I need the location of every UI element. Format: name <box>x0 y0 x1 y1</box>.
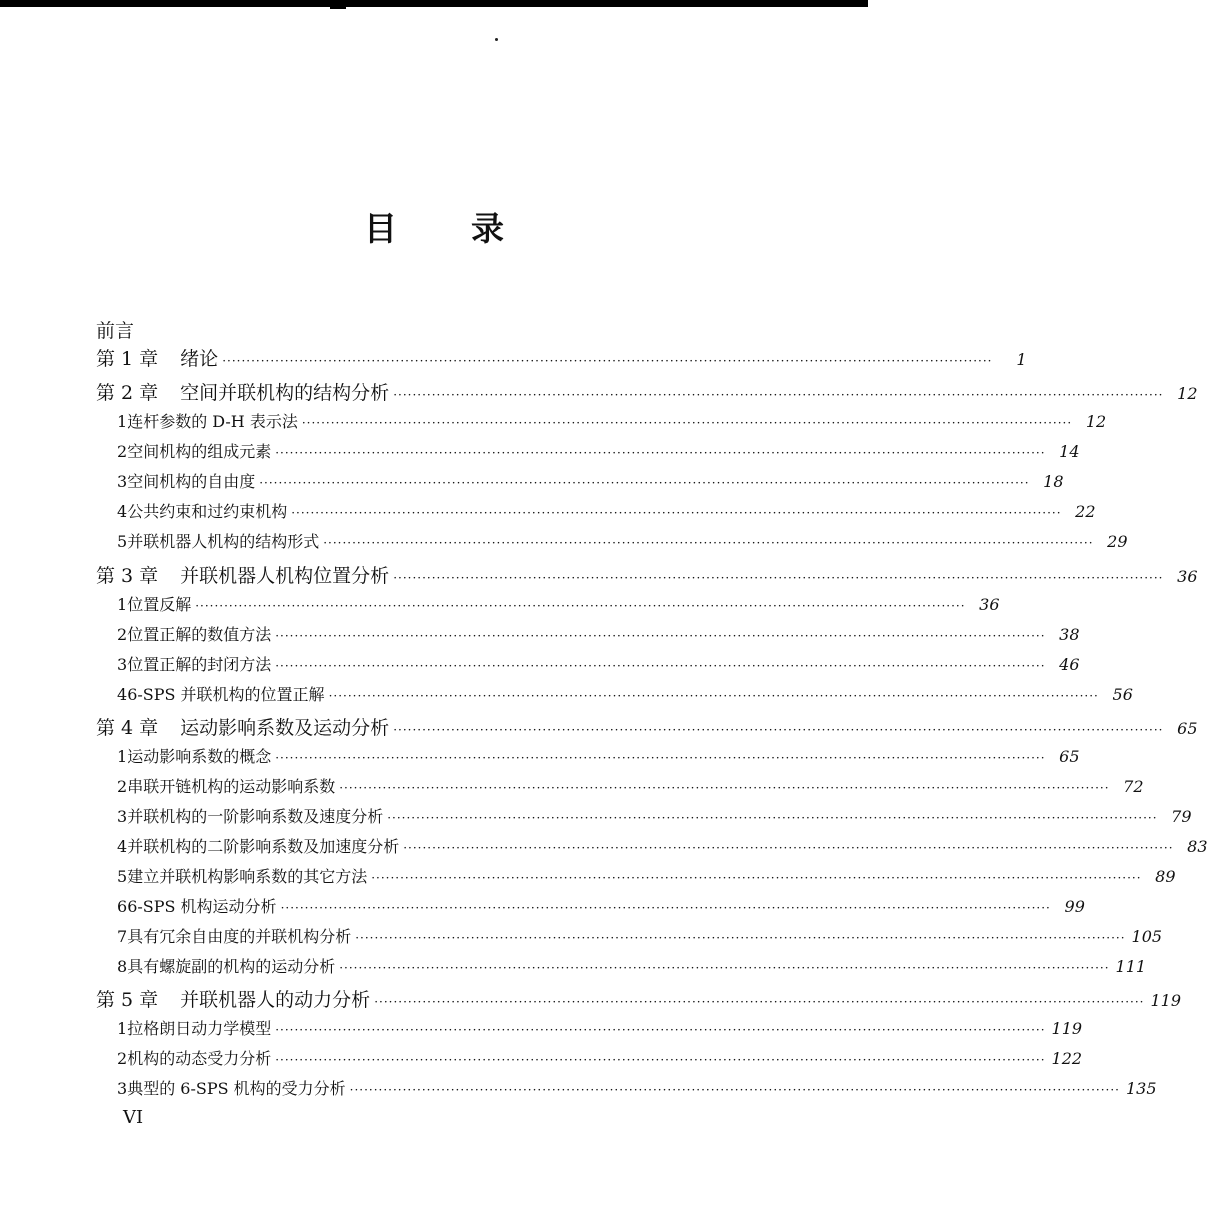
toc-entry-number: 5 <box>117 867 128 886</box>
toc-entry-title: 空间并联机构的结构分析 <box>180 382 390 404</box>
toc-section-row[interactable] <box>117 834 1208 857</box>
toc-entry-number: 4 <box>117 837 128 856</box>
toc-section-row[interactable] <box>117 469 1064 492</box>
toc-entry-title: 运动影响系数的概念 <box>127 747 272 766</box>
toc-section-row[interactable] <box>117 864 1176 887</box>
toc-entry-page: 36 <box>979 595 1000 614</box>
toc-entry-title: 空间机构的组成元素 <box>127 442 272 461</box>
toc-entry-number: 2 <box>117 625 128 644</box>
toc-entry-page: 119 <box>1150 991 1182 1010</box>
toc-entry-title: 6-SPS 机构运动分析 <box>127 897 277 916</box>
toc-leader-dots: ································································································································································ <box>387 811 1158 825</box>
toc-entry-number: 1 <box>117 1019 128 1038</box>
toc-leader-dots: ································································································································································ <box>275 659 1046 673</box>
toc-entry-title: 运动影响系数及运动分析 <box>180 717 390 739</box>
toc-entry-page: 83 <box>1187 837 1208 856</box>
toc-leader-dots: ································································································································································ <box>339 961 1110 975</box>
toc-entry-number: 第 1 章 <box>96 348 159 370</box>
toc-entry-title: 具有螺旋副的机构的运动分析 <box>127 957 336 976</box>
toc-section-row[interactable] <box>117 592 1000 615</box>
toc-entry-number: 1 <box>117 412 128 431</box>
toc-leader-dots: ································································································································································ <box>328 689 1099 703</box>
toc-entry-number: 2 <box>117 777 128 796</box>
toc-entry-number: 3 <box>117 1079 128 1098</box>
toc-entry-title: 连杆参数的 D-H 表示法 <box>127 412 298 431</box>
toc-entry-page: 99 <box>1064 897 1085 916</box>
toc-leader-dots: ································································································································································ <box>374 995 1145 1009</box>
toc-entry-number: 4 <box>117 502 128 521</box>
toc-entry-number: 2 <box>117 1049 128 1068</box>
toc-entry-number: 8 <box>117 957 128 976</box>
toc-entry-page: 65 <box>1177 719 1198 738</box>
toc-entry-number: 4 <box>117 685 128 704</box>
toc-section-row[interactable] <box>117 529 1128 552</box>
toc-entry-title: 建立并联机构影响系数的其它方法 <box>127 867 368 886</box>
toc-leader-dots: ································································································································································ <box>371 871 1142 885</box>
toc-entry-page: 12 <box>1177 384 1198 403</box>
toc-entry-page: 111 <box>1115 957 1147 976</box>
toc-entry-title: 机构的动态受力分析 <box>127 1049 272 1068</box>
toc-entry-number: 第 5 章 <box>96 989 159 1011</box>
toc-section-row[interactable] <box>117 652 1080 675</box>
toc-entry-page: 1 <box>1016 350 1027 369</box>
toc-entry-title: 空间机构的自由度 <box>127 472 256 491</box>
toc-leader-dots: ································································································································································ <box>393 723 1164 737</box>
toc-section-row[interactable] <box>117 409 1107 432</box>
toc-entry-title: 具有冗余自由度的并联机构分析 <box>127 927 352 946</box>
toc-section-row[interactable] <box>117 1046 1083 1069</box>
toc-section-row[interactable] <box>117 439 1080 462</box>
toc-entry-number: 2 <box>117 442 128 461</box>
toc-section-row[interactable] <box>117 804 1192 827</box>
toc-section-row[interactable] <box>117 682 1133 705</box>
toc-section-row[interactable] <box>117 954 1147 977</box>
toc-leader-dots: ································································································································································ <box>275 751 1046 765</box>
toc-entry-title: 位置反解 <box>127 595 192 614</box>
title-char-1: 目 <box>364 209 397 248</box>
toc-leader-dots: ································································································································································ <box>291 506 1062 520</box>
title-char-2: 录 <box>471 209 504 248</box>
toc-entry-number: 第 3 章 <box>96 565 159 587</box>
toc-entry-page: 65 <box>1059 747 1080 766</box>
toc-entry-number: 1 <box>117 595 128 614</box>
toc-entry-page: 29 <box>1107 532 1128 551</box>
toc-section-row[interactable] <box>117 894 1085 917</box>
toc-entry-title: 并联机器人的动力分析 <box>180 989 371 1011</box>
toc-section-row[interactable] <box>117 499 1096 522</box>
scan-border-notch <box>330 4 346 9</box>
toc-entry-title: 并联机器人机构的结构形式 <box>127 532 320 551</box>
scan-top-border <box>0 0 868 7</box>
toc-entry-page: 135 <box>1125 1079 1157 1098</box>
toc-entry-number: 5 <box>117 532 128 551</box>
toc-leader-dots: ································································································································································ <box>275 1053 1046 1067</box>
toc-entry-number: 3 <box>117 472 128 491</box>
toc-chapter-row[interactable] <box>96 561 1198 588</box>
page-title <box>0 203 868 250</box>
toc-entry-title: 位置正解的数值方法 <box>127 625 272 644</box>
toc-chapter-row[interactable] <box>96 378 1198 405</box>
toc-section-row[interactable] <box>117 924 1163 947</box>
toc-entry-title: 并联机构的一阶影响系数及速度分析 <box>127 807 384 826</box>
toc-entry-page: 14 <box>1059 442 1080 461</box>
toc-section-row[interactable] <box>117 774 1144 797</box>
toc-leader-dots: ································································································································································ <box>349 1083 1120 1097</box>
toc-chapter-row[interactable] <box>96 985 1182 1012</box>
toc-entry-title: 串联开链机构的运动影响系数 <box>127 777 336 796</box>
toc-entry-number: 3 <box>117 655 128 674</box>
toc-leader-dots: ································································································································································ <box>393 571 1164 585</box>
toc-entry-title: 并联机器人机构位置分析 <box>180 565 390 587</box>
toc-leader-dots: ································································································································································ <box>301 416 1073 430</box>
toc-section-row[interactable] <box>117 744 1080 767</box>
toc-entry-page: 36 <box>1177 567 1198 586</box>
toc-chapter-row[interactable] <box>96 713 1198 740</box>
scan-speck <box>495 38 498 41</box>
toc-entry-page: 46 <box>1059 655 1080 674</box>
toc-leader-dots: ································································································································································ <box>195 599 966 613</box>
toc-entry-page: 119 <box>1051 1019 1083 1038</box>
toc-leader-dots: ································································································································································ <box>280 901 1051 915</box>
toc-entry-title: 典型的 6-SPS 机构的受力分析 <box>127 1079 346 1098</box>
toc-chapter-row[interactable] <box>96 344 1027 371</box>
toc-section-row[interactable] <box>117 1076 1157 1099</box>
toc-section-row[interactable] <box>117 1016 1083 1039</box>
toc-entry-title: 6-SPS 并联机构的位置正解 <box>127 685 325 704</box>
toc-entry-title: 绪论 <box>180 348 219 370</box>
toc-leader-dots: ································································································································································ <box>259 476 1030 490</box>
toc-leader-dots: ································································································································································ <box>323 536 1094 550</box>
toc-leader-dots: ································································································································································ <box>222 354 993 368</box>
toc-entry-page: 89 <box>1155 867 1176 886</box>
toc-entry-page: 122 <box>1051 1049 1083 1068</box>
toc-entry-page: 22 <box>1075 502 1096 521</box>
toc-entry-number: 第 2 章 <box>96 382 159 404</box>
toc-entry-title: 并联机构的二阶影响系数及加速度分析 <box>127 837 400 856</box>
toc-entry-number: 7 <box>117 927 128 946</box>
toc-entry-page: 72 <box>1123 777 1144 796</box>
toc-leader-dots: ································································································································································ <box>339 781 1110 795</box>
toc-entry-number: 1 <box>117 747 128 766</box>
toc-leader-dots: ································································································································································ <box>275 629 1046 643</box>
toc-entry-title: 公共约束和过约束机构 <box>127 502 288 521</box>
toc-preface[interactable]: 前言 <box>96 320 135 342</box>
page-number: VI <box>123 1107 144 1128</box>
toc-entry-number: 6 <box>117 897 128 916</box>
toc-entry-page: 38 <box>1059 625 1080 644</box>
toc-entry-title: 位置正解的封闭方法 <box>127 655 272 674</box>
toc-leader-dots: ································································································································································ <box>275 1023 1046 1037</box>
toc-entry-page: 12 <box>1085 412 1107 431</box>
toc-entry-page: 79 <box>1171 807 1192 826</box>
toc-entry-title: 拉格朗日动力学模型 <box>127 1019 272 1038</box>
toc-leader-dots: ································································································································································ <box>355 931 1126 945</box>
toc-entry-page: 56 <box>1112 685 1133 704</box>
toc-leader-dots: ································································································································································ <box>393 388 1164 402</box>
toc-entry-number: 3 <box>117 807 128 826</box>
toc-section-row[interactable] <box>117 622 1080 645</box>
toc-entry-page: 105 <box>1131 927 1163 946</box>
toc-leader-dots: ································································································································································ <box>275 446 1046 460</box>
toc-leader-dots: ································································································································································ <box>403 841 1174 855</box>
toc-entry-page: 18 <box>1043 472 1064 491</box>
toc-entry-number: 第 4 章 <box>96 717 159 739</box>
